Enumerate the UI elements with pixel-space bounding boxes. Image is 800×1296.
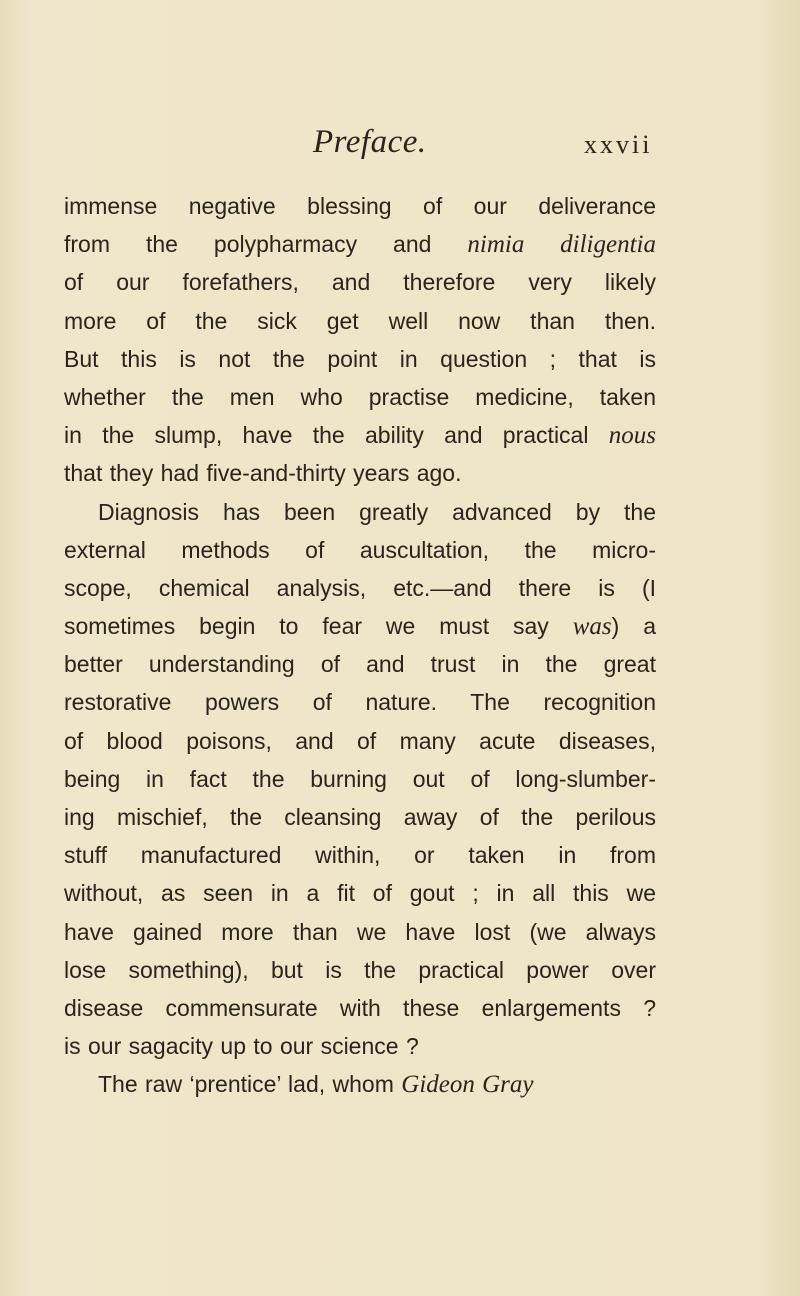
text-line: have gained more than we have lost (we always (64, 918, 656, 945)
text-line: ing mischief, the cleansing away of the perilous (64, 804, 656, 830)
text-line: from the polypharmacy and nimia diligentia (64, 231, 656, 259)
text-line: of blood poisons, and of many acute diseases, (64, 727, 656, 754)
text-line: without, as seen in a fit of gout ; in all this we (64, 880, 656, 907)
text-line: better understanding of and trust in the great (64, 651, 656, 678)
text-line: external methods of auscultation, the micro- (64, 536, 656, 563)
text-line: But this is not the point in question ; that is (64, 345, 656, 372)
paragraph-start-line: The raw ‘prentice’ lad, whom Gideon Gray (98, 1071, 534, 1099)
text-line: stuff manufactured within, or taken in from (64, 842, 656, 869)
text-line: in the slump, have the ability and practical nous (64, 422, 656, 450)
text-line: scope, chemical analysis, etc.—and there is (I (64, 574, 656, 601)
text-line: being in fact the burning out of long-slumber- (64, 765, 656, 792)
paragraph-end-line: that they had five-and-thirty years ago. (64, 460, 462, 487)
text-line: more of the sick get well now than then. (64, 307, 656, 334)
running-header (0, 124, 800, 174)
text-line: of our forefathers, and therefore very likely (64, 269, 656, 296)
page-number: xxvii (584, 130, 653, 159)
text-line: lose something), but is the practical power over (64, 956, 656, 983)
text-line: immense negative blessing of our deliverance (64, 193, 656, 219)
paragraph-end-line: is our sagacity up to our science ? (64, 1033, 419, 1060)
text-line: disease commensurate with these enlargements ? (64, 994, 656, 1021)
running-title: Preface. (313, 124, 427, 160)
text-line: whether the men who practise medicine, taken (64, 383, 656, 410)
body-text (64, 187, 656, 1104)
text-line: sometimes begin to fear we must say was) a (64, 613, 656, 641)
text-line: restorative powers of nature. The recognition (64, 689, 656, 716)
paragraph-start-line: Diagnosis has been greatly advanced by the (98, 498, 656, 525)
